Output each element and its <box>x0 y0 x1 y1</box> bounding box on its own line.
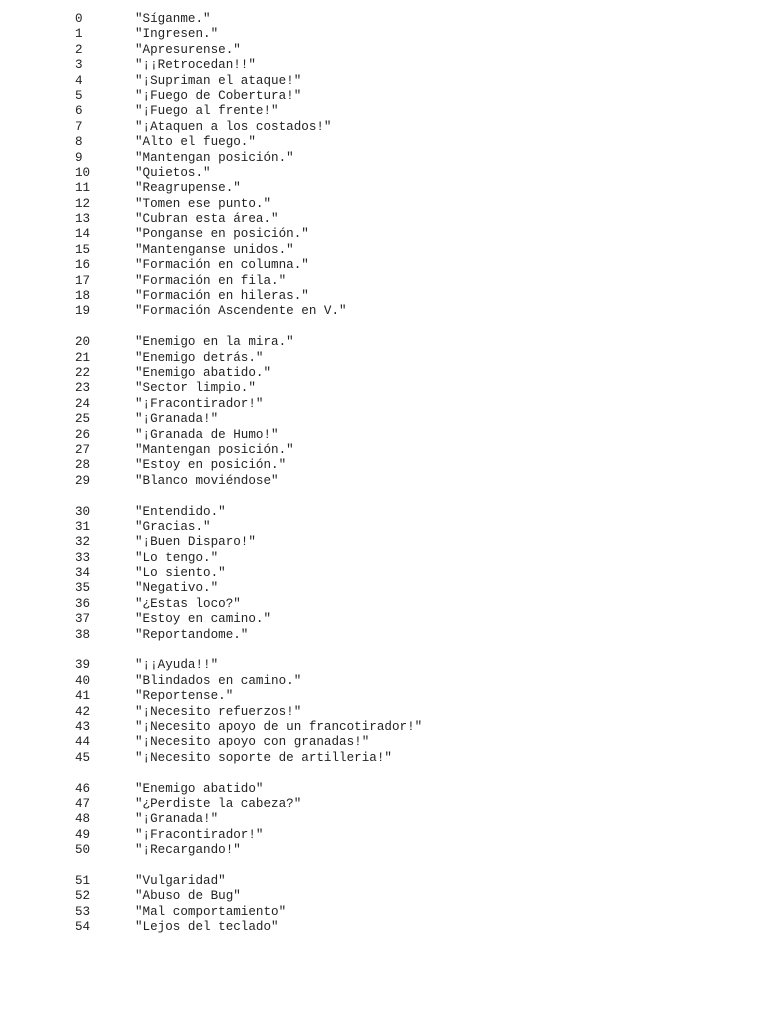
line-number: 31 <box>75 519 91 534</box>
list-item <box>0 720 768 735</box>
list-item <box>0 874 768 889</box>
list-item <box>0 581 768 596</box>
phrase-text: "Mantenganse unidos." <box>135 242 294 257</box>
line-number: 20 <box>75 335 91 350</box>
phrase-text: "Apresurense." <box>135 42 241 57</box>
line-number: 13 <box>75 212 91 227</box>
list-item <box>0 828 768 843</box>
line-number: 39 <box>75 658 91 673</box>
list-item <box>0 705 768 720</box>
phrase-text: "¡Fuego de Cobertura!" <box>135 88 302 103</box>
phrase-text: "¡Fuego al frente!" <box>135 104 279 119</box>
list-item <box>0 658 768 673</box>
list-item <box>0 135 768 150</box>
line-number: 16 <box>75 258 91 273</box>
phrase-text: "Enemigo abatido" <box>135 781 264 796</box>
phrase-text: "Negativo." <box>135 581 219 596</box>
line-number: 30 <box>75 504 91 519</box>
list-item <box>0 889 768 904</box>
line-number: 26 <box>75 427 91 442</box>
line-number: 11 <box>75 181 91 196</box>
phrase-text: "Entendido." <box>135 504 226 519</box>
list-item <box>0 27 768 42</box>
line-number: 52 <box>75 889 91 904</box>
line-number: 4 <box>75 73 83 88</box>
phrase-text: "¡Necesito apoyo de un francotirador!" <box>135 719 423 734</box>
line-number: 48 <box>75 812 91 827</box>
list-item <box>0 74 768 89</box>
line-number: 25 <box>75 412 91 427</box>
phrase-list <box>0 12 768 935</box>
document-page <box>0 12 768 951</box>
phrase-text: "¡Granada!" <box>135 412 219 427</box>
phrase-text: "Blindados en camino." <box>135 673 302 688</box>
line-number: 49 <box>75 827 91 842</box>
phrase-text: "Estoy en posición." <box>135 458 287 473</box>
phrase-text: "Sector limpio." <box>135 381 256 396</box>
line-number: 51 <box>75 873 91 888</box>
list-item <box>0 289 768 304</box>
phrase-text: "¡Ataquen a los costados!" <box>135 119 332 134</box>
line-number: 22 <box>75 365 91 380</box>
list-item <box>0 612 768 627</box>
phrase-text: "¿Perdiste la cabeza?" <box>135 796 302 811</box>
phrase-text: "Lo tengo." <box>135 550 219 565</box>
line-number: 10 <box>75 165 91 180</box>
line-number: 29 <box>75 473 91 488</box>
line-number: 34 <box>75 566 91 581</box>
phrase-text: "Abuso de Bug" <box>135 889 241 904</box>
line-number: 2 <box>75 42 83 57</box>
list-item <box>0 474 768 489</box>
phrase-text: "Lo siento." <box>135 566 226 581</box>
phrase-text: "Síganme." <box>135 12 211 26</box>
list-item <box>0 812 768 827</box>
list-item <box>0 120 768 135</box>
list-item <box>0 920 768 935</box>
list-item <box>0 227 768 242</box>
line-number: 8 <box>75 135 83 150</box>
line-number: 32 <box>75 535 91 550</box>
list-item <box>0 104 768 119</box>
line-number: 42 <box>75 704 91 719</box>
list-item <box>0 335 768 350</box>
list-item <box>0 12 768 27</box>
line-number: 53 <box>75 904 91 919</box>
list-item <box>0 797 768 812</box>
phrase-text: "¡Necesito soporte de artilleria!" <box>135 750 392 765</box>
list-item <box>0 151 768 166</box>
line-number: 23 <box>75 381 91 396</box>
line-number: 46 <box>75 781 91 796</box>
line-number: 27 <box>75 442 91 457</box>
phrase-text: "¡¡Ayuda!!" <box>135 658 219 673</box>
phrase-group <box>0 658 768 766</box>
line-number: 6 <box>75 104 83 119</box>
line-number: 17 <box>75 273 91 288</box>
phrase-text: "Enemigo detrás." <box>135 350 264 365</box>
line-number: 38 <box>75 627 91 642</box>
phrase-text: "Ingresen." <box>135 27 219 42</box>
phrase-text: "Formación en columna." <box>135 258 309 273</box>
list-item <box>0 551 768 566</box>
list-item <box>0 243 768 258</box>
line-number: 9 <box>75 150 83 165</box>
line-number: 12 <box>75 196 91 211</box>
line-number: 15 <box>75 242 91 257</box>
line-number: 37 <box>75 612 91 627</box>
line-number: 40 <box>75 673 91 688</box>
phrase-text: "Alto el fuego." <box>135 135 256 150</box>
phrase-text: "Formación en fila." <box>135 273 287 288</box>
list-item <box>0 366 768 381</box>
phrase-text: "¡Buen Disparo!" <box>135 535 256 550</box>
line-number: 54 <box>75 920 91 935</box>
phrase-group <box>0 335 768 489</box>
line-number: 1 <box>75 27 83 42</box>
phrase-text: "Vulgaridad" <box>135 873 226 888</box>
line-number: 41 <box>75 689 91 704</box>
line-number: 14 <box>75 227 91 242</box>
list-item <box>0 782 768 797</box>
list-item <box>0 443 768 458</box>
list-item <box>0 505 768 520</box>
phrase-text: "Formación en hileras." <box>135 289 309 304</box>
line-number: 50 <box>75 843 91 858</box>
list-item <box>0 212 768 227</box>
line-number: 35 <box>75 581 91 596</box>
phrase-text: "Reportense." <box>135 689 234 704</box>
phrase-text: "Reagrupense." <box>135 181 241 196</box>
line-number: 47 <box>75 796 91 811</box>
line-number: 7 <box>75 119 83 134</box>
phrase-text: "Enemigo en la mira." <box>135 335 294 350</box>
list-item <box>0 520 768 535</box>
phrase-text: "¡Granada!" <box>135 812 219 827</box>
phrase-text: "Quietos." <box>135 165 211 180</box>
phrase-text: "¡Fracontirador!" <box>135 396 264 411</box>
phrase-text: "Tomen ese punto." <box>135 196 272 211</box>
list-item <box>0 412 768 427</box>
phrase-text: "Enemigo abatido." <box>135 365 272 380</box>
list-item <box>0 258 768 273</box>
phrase-text: "Lejos del teclado" <box>135 920 279 935</box>
phrase-text: "¡Supriman el ataque!" <box>135 73 302 88</box>
phrase-group <box>0 12 768 320</box>
phrase-text: "¡Necesito refuerzos!" <box>135 704 302 719</box>
list-item <box>0 689 768 704</box>
list-item <box>0 628 768 643</box>
list-item <box>0 304 768 319</box>
line-number: 28 <box>75 458 91 473</box>
phrase-text: "¿Estas loco?" <box>135 596 241 611</box>
line-number: 5 <box>75 88 83 103</box>
phrase-text: "¡Granada de Humo!" <box>135 427 279 442</box>
line-number: 3 <box>75 58 83 73</box>
phrase-text: "Formación Ascendente en V." <box>135 304 347 319</box>
phrase-text: "Reportandome." <box>135 627 249 642</box>
phrase-text: "Mal comportamiento" <box>135 904 287 919</box>
list-item <box>0 458 768 473</box>
phrase-text: "Mantengan posición." <box>135 442 294 457</box>
list-item <box>0 535 768 550</box>
phrase-text: "¡Recargando!" <box>135 843 241 858</box>
phrase-text: "Gracias." <box>135 519 211 534</box>
line-number: 36 <box>75 596 91 611</box>
phrase-group <box>0 782 768 859</box>
list-item <box>0 674 768 689</box>
phrase-text: "¡Necesito apoyo con granadas!" <box>135 735 370 750</box>
line-number: 0 <box>75 12 83 26</box>
phrase-text: "¡¡Retrocedan!!" <box>135 58 256 73</box>
line-number: 44 <box>75 735 91 750</box>
list-item <box>0 58 768 73</box>
line-number: 45 <box>75 750 91 765</box>
phrase-text: "Mantengan posición." <box>135 150 294 165</box>
list-item <box>0 197 768 212</box>
phrase-text: "Ponganse en posición." <box>135 227 309 242</box>
phrase-group <box>0 505 768 644</box>
list-item <box>0 351 768 366</box>
phrase-group <box>0 874 768 936</box>
list-item <box>0 43 768 58</box>
list-item <box>0 181 768 196</box>
list-item <box>0 381 768 396</box>
list-item <box>0 397 768 412</box>
list-item <box>0 89 768 104</box>
list-item <box>0 843 768 858</box>
phrase-text: "Cubran esta área." <box>135 212 279 227</box>
list-item <box>0 905 768 920</box>
list-item <box>0 751 768 766</box>
list-item <box>0 566 768 581</box>
phrase-text: "¡Fracontirador!" <box>135 827 264 842</box>
line-number: 24 <box>75 396 91 411</box>
line-number: 33 <box>75 550 91 565</box>
line-number: 43 <box>75 719 91 734</box>
list-item <box>0 428 768 443</box>
list-item <box>0 735 768 750</box>
line-number: 19 <box>75 304 91 319</box>
line-number: 21 <box>75 350 91 365</box>
phrase-text: "Blanco moviéndose" <box>135 473 279 488</box>
list-item <box>0 166 768 181</box>
list-item <box>0 274 768 289</box>
line-number: 18 <box>75 289 91 304</box>
list-item <box>0 597 768 612</box>
phrase-text: "Estoy en camino." <box>135 612 272 627</box>
